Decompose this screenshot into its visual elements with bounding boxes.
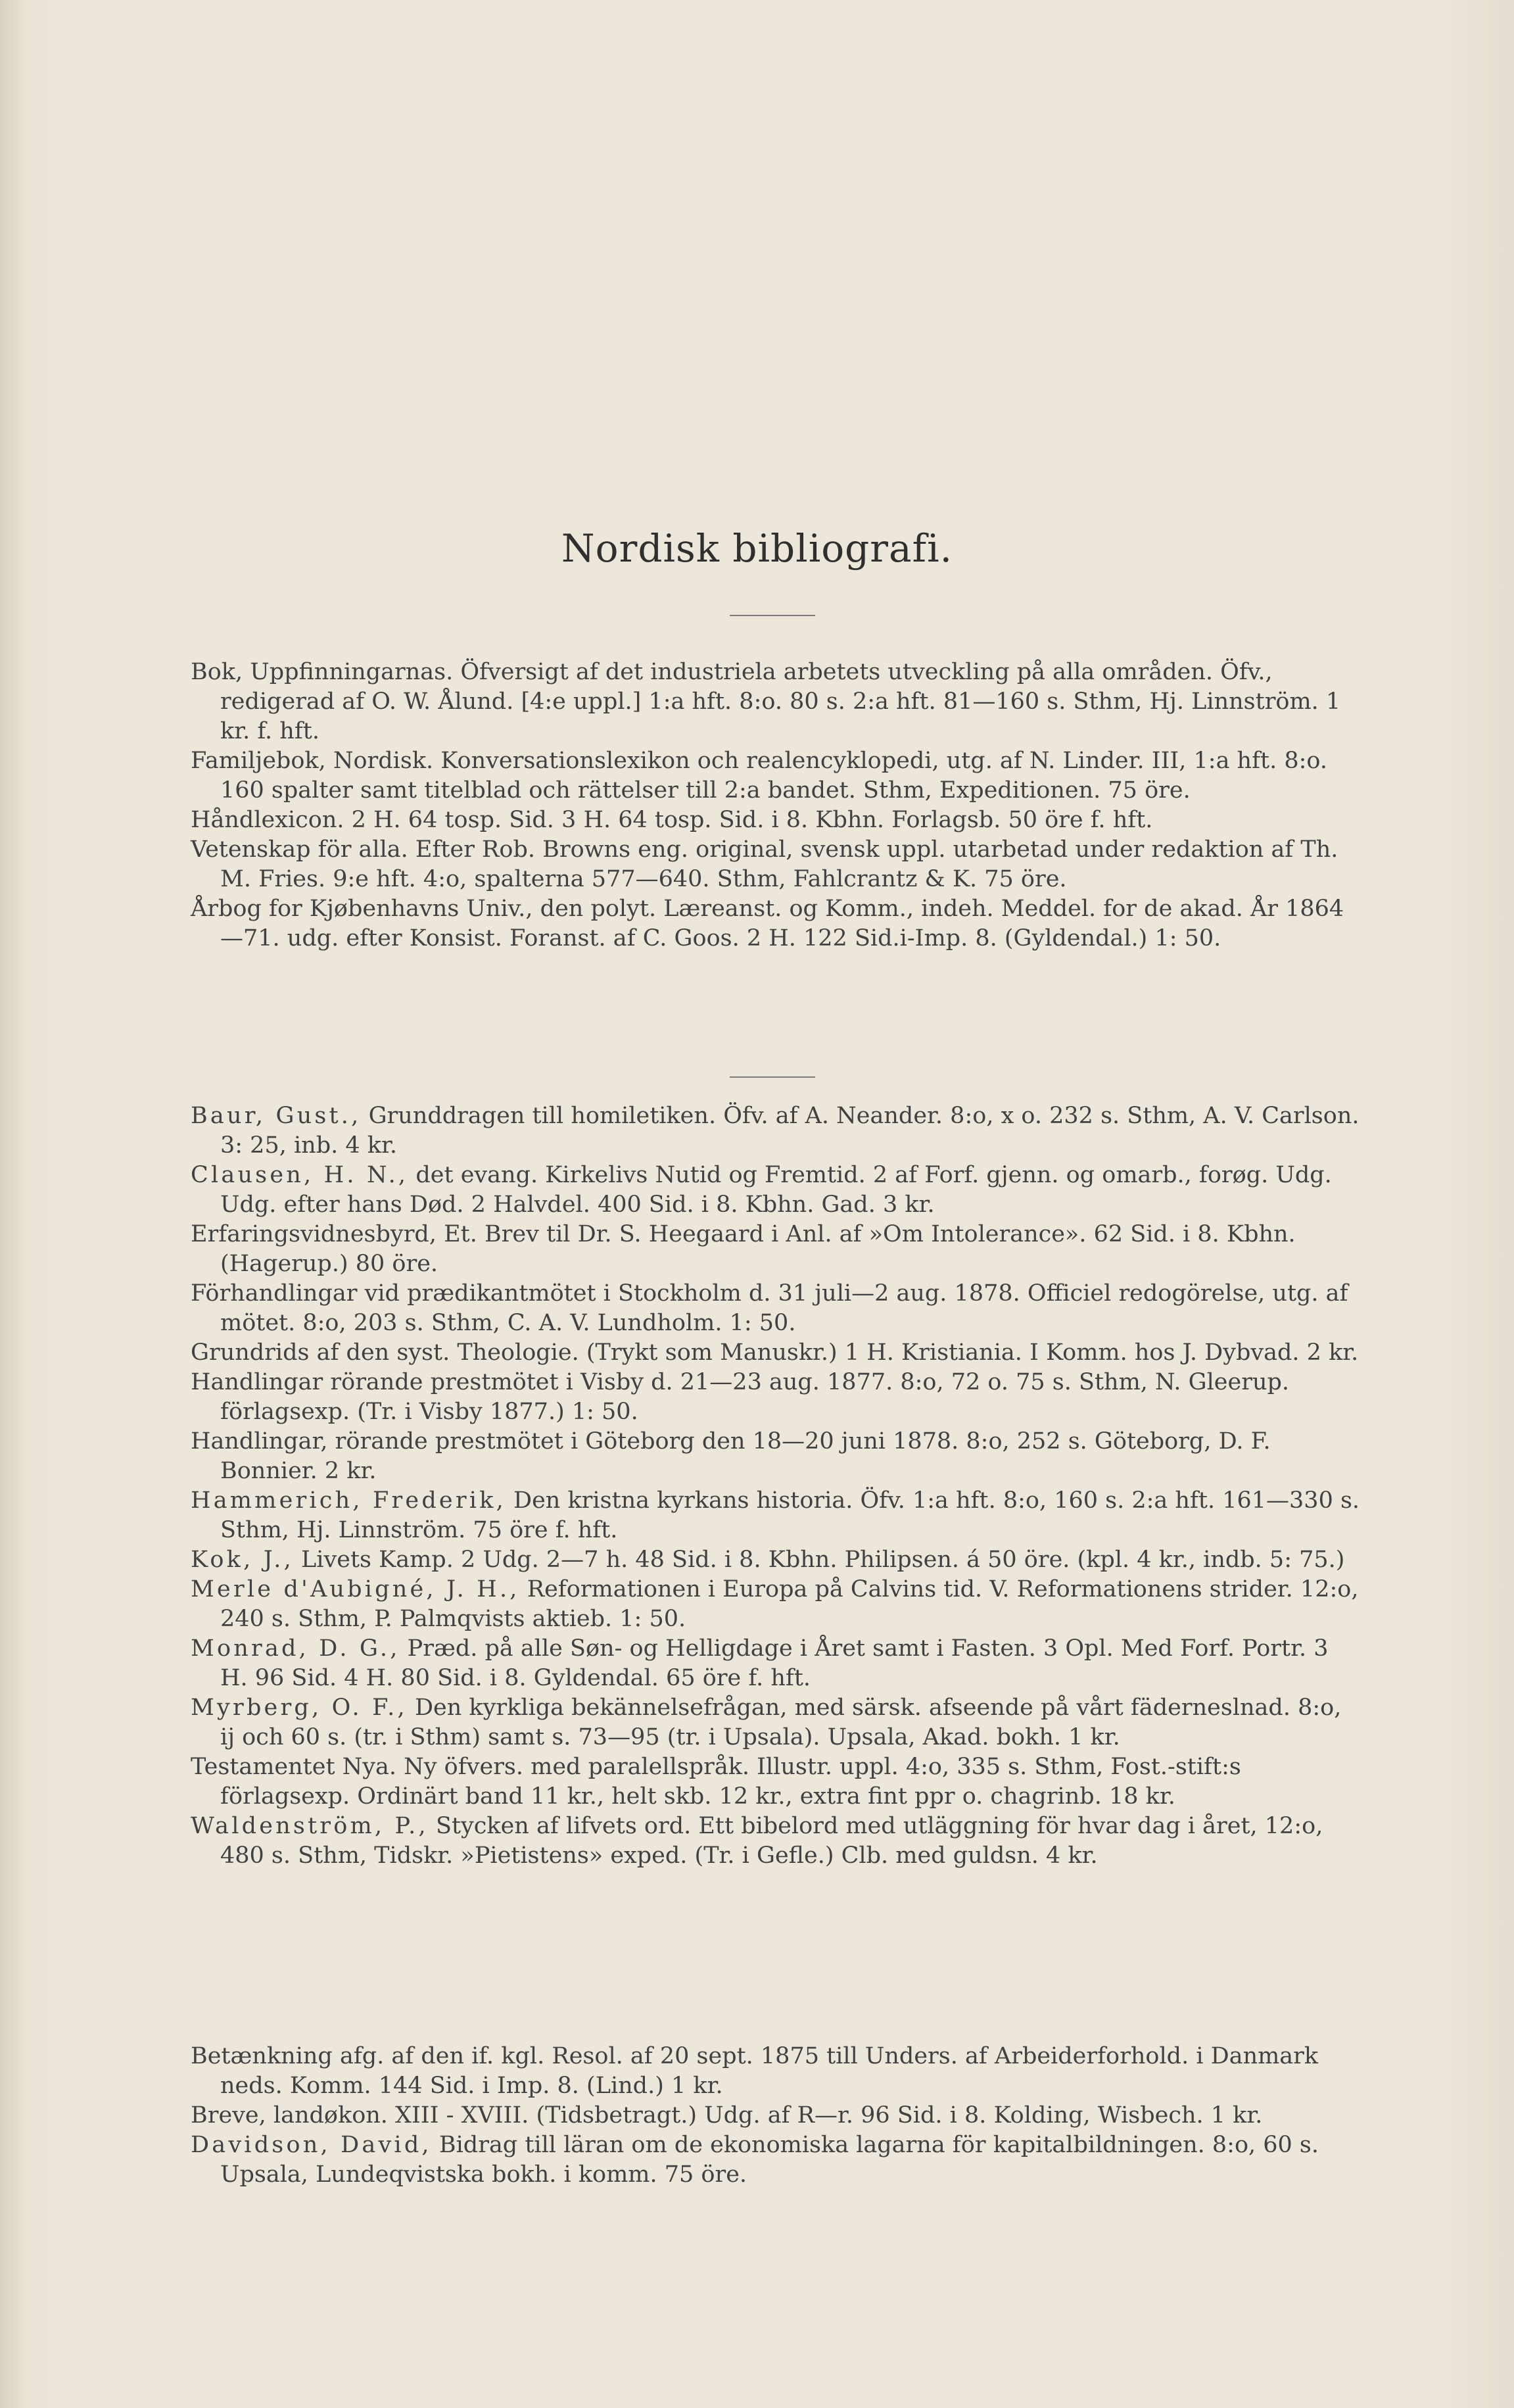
section-divider <box>730 1076 815 1078</box>
entry-text: det evang. Kirkelivs Nutid og Fremtid. 2 af Forf. gjenn. og omarb., forøg. Udg. Udg. efter hans Død. 2 Halvdel. 400 Sid. i 8. Kbhn. Gad. 3 kr. <box>220 1162 1332 1218</box>
entry: Håndlexicon. 2 H. 64 tosp. Sid. 3 H. 64 tosp. Sid. i 8. Kbhn. Forlagsb. 50 öre f. hft. <box>191 807 1153 833</box>
entry-author: Merle d'Aubigné, J. H., <box>191 1576 520 1602</box>
entry: Familjebok, Nordisk. Konversationslexikon och realencyklopedi, utg. af N. Linder. III, 1:a hft. 8:o. 160 spalter samt titelblad och rättelser till 2:a bandet. Sthm, Expeditionen. 75 öre. <box>191 748 1328 804</box>
entry-text: Livets Kamp. 2 Udg. 2—7 h. 48 Sid. i 8. Kbhn. Philipsen. á 50 öre. (kpl. 4 kr., indb. 5: 75.) <box>293 1547 1345 1573</box>
entry-author: Hammerich, Frederik, <box>191 1487 506 1514</box>
entry-text: Handlingar, rörande prestmötet i Göteborg den 18—20 juni 1878. 8:o, 252 s. Göteborg, D. F. Bonnier. 2 kr. <box>191 1428 1271 1484</box>
entry <box>191 1575 1361 1634</box>
entry-text: Handlingar rörande prestmötet i Visby d. 21—23 aug. 1877. 8:o, 72 o. 75 s. Sthm, N. Gleerup. förlagsexp. (Tr. i Visby 1877.) 1: 50. <box>191 1369 1290 1425</box>
entry <box>191 1486 1361 1545</box>
entry <box>191 1161 1361 1220</box>
entry <box>191 1368 1361 1427</box>
entry-author: Clausen, H. N., <box>191 1162 409 1188</box>
entry-text: Grunddragen till homiletiken. Öfv. af A. Neander. 8:o, x o. 232 s. Sthm, A. V. Carlson. 3: 25, inb. 4 kr. <box>220 1103 1360 1159</box>
entry-text: Bidrag till läran om de ekonomiska lagarna för kapitalbildningen. 8:o, 60 s. Upsala, Lundeqvistska bokh. i komm. 75 öre. <box>220 2132 1319 2188</box>
entry-author: Baur, Gust., <box>191 1103 362 1129</box>
entry-text: Den kyrkliga bekännelsefrågan, med särsk. afseende på vårt fäderneslnad. 8:o, ij och 60 s. (tr. i Sthm) samt s. 73—95 (tr. i Upsala). Upsala, Akad. bokh. 1 kr. <box>220 1695 1342 1750</box>
entry <box>191 1279 1361 1338</box>
title-divider <box>730 615 815 616</box>
entry-text: Den kristna kyrkans historia. Öfv. 1:a hft. 8:o, 160 s. 2:a hft. 161—330 s. Sthm, Hj. Linnström. 75 öre f. hft. <box>220 1487 1360 1543</box>
section-theology <box>191 1101 1361 1871</box>
entry <box>191 2131 1361 2190</box>
entry-author: Myrberg, O. F., <box>191 1695 408 1721</box>
entry-text: Testamentet Nya. Ny öfvers. med paralellspråk. Illustr. uppl. 4:o, 335 s. Sthm, Fost.-stift:s förlagsexp. Ordinärt band 11 kr., helt skb. 12 kr., extra fint ppr o. chagrinb. 18 kr. <box>191 1754 1241 1810</box>
entry <box>191 1752 1361 1812</box>
entry <box>191 2101 1361 2131</box>
entry <box>191 1634 1361 1693</box>
entry: Årbog for Kjøbenhavns Univ., den polyt. Læreanst. og Komm., indeh. Meddel. for de akad. År 1864—71. udg. efter Konsist. Foranst. af C. Goos. 2 H. 122 Sid.i-Imp. 8. (Gyldendal.) 1: 50. <box>191 896 1344 951</box>
entry: Bok, Uppfinningarnas. Öfversigt af det industriela arbetets utveckling på alla områden. Öfv., redigerad af O. W. Ålund. [4:e uppl.] 1:a hft. 8:o. 80 s. 2:a hft. 81—160 s. Sthm, Hj. Linnström. 1 kr. f. hft. <box>191 659 1341 744</box>
entry-text: Stycken af lifvets ord. Ett bibelord med utläggning för hvar dag i året, 12:o, 480 s. Sthm, Tidskr. »Pietistens» exped. (Tr. i Gefle.) Clb. med guldsn. 4 kr. <box>220 1813 1323 1869</box>
entry <box>191 1693 1361 1752</box>
section-economics <box>191 2042 1361 2190</box>
entry-text: Reformationen i Europa på Calvins tid. V. Reformationens strider. 12:o, 240 s. Sthm, P. Palmqvists aktieb. 1: 50. <box>220 1576 1359 1632</box>
entry-text: Betænkning afg. af den if. kgl. Resol. af 20 sept. 1875 till Unders. af Arbeiderforhold. i Danmark neds. Komm. 144 Sid. i Imp. 8. (Lind.) 1 kr. <box>191 2043 1319 2099</box>
entry: Vetenskap för alla. Efter Rob. Browns eng. original, svensk uppl. utarbetad under redaktion af Th. M. Fries. 9:e hft. 4:o, spalterna 577—640. Sthm, Fahlcrantz & K. 75 öre. <box>191 836 1338 892</box>
entry <box>191 1338 1361 1368</box>
entry <box>191 1220 1361 1279</box>
entry <box>191 1427 1361 1486</box>
entry <box>191 1812 1361 1871</box>
entry <box>191 2042 1361 2101</box>
entry-author: Waldenström, P., <box>191 1813 429 1839</box>
entry-text: Grundrids af den syst. Theologie. (Trykt som Manuskr.) 1 H. Kristiania. I Komm. hos J. Dybvad. 2 kr. <box>191 1339 1359 1366</box>
entry-text: Breve, landøkon. XIII - XVIII. (Tidsbetragt.) Udg. af R—r. 96 Sid. i 8. Kolding, Wisbech. 1 kr. <box>191 2102 1263 2129</box>
page-title: Nordisk bibliografi. <box>561 526 953 571</box>
entry <box>191 1101 1361 1161</box>
entry-author: Kok, J., <box>191 1547 294 1573</box>
entry-text: Erfaringsvidnesbyrd, Et. Brev til Dr. S. Heegaard i Anl. af »Om Intolerance». 62 Sid. i 8. Kbhn. (Hagerup.) 80 öre. <box>191 1221 1296 1277</box>
section-general-works <box>191 658 1361 953</box>
entry <box>191 1545 1361 1575</box>
entry-text: Förhandlingar vid prædikantmötet i Stockholm d. 31 juli—2 aug. 1878. Officiel redogörelse, utg. af mötet. 8:o, 203 s. Sthm, C. A. V. Lundholm. 1: 50. <box>191 1280 1348 1336</box>
entry-author: Monrad, D. G., <box>191 1635 400 1662</box>
entry-author: Davidson, David, <box>191 2132 432 2158</box>
entry-text: Præd. på alle Søn- og Helligdage i Året samt i Fasten. 3 Opl. Med Forf. Portr. 3 H. 96 Sid. 4 H. 80 Sid. i 8. Gyldendal. 65 öre f. hft. <box>220 1635 1329 1691</box>
